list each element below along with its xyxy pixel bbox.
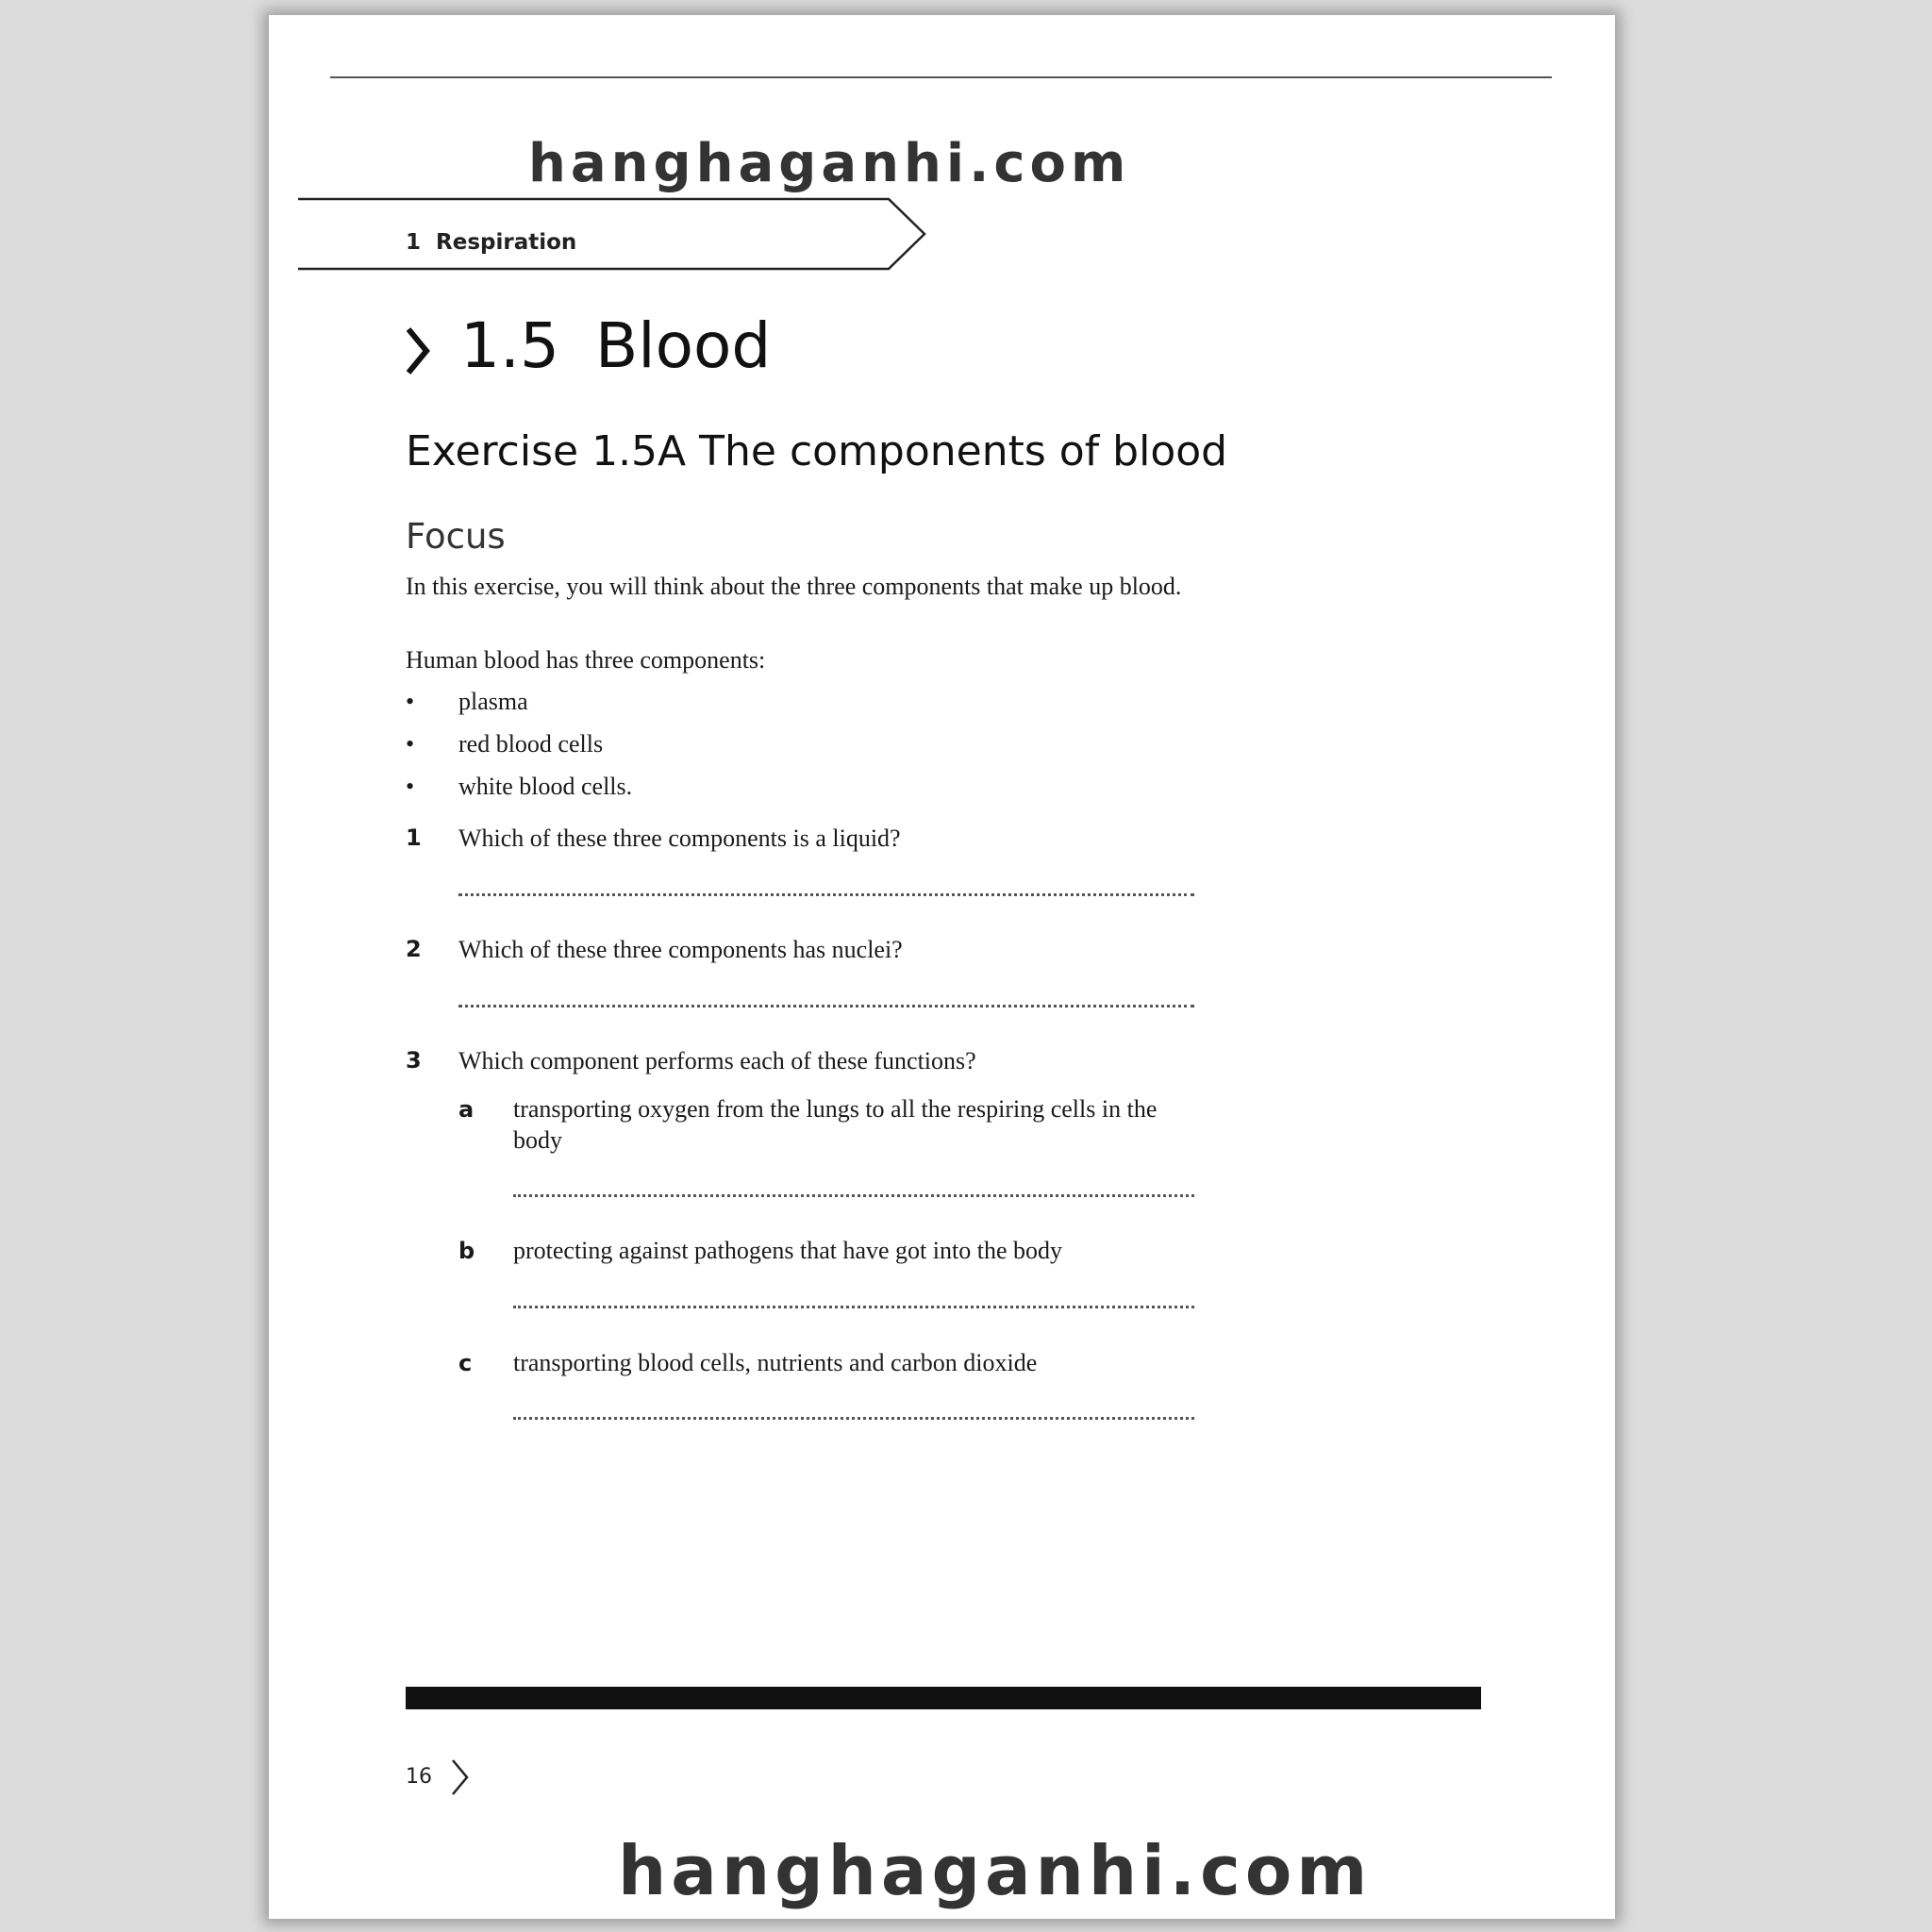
question-text: Which component performs each of these functions?: [458, 1047, 976, 1074]
section-name: Blood: [594, 309, 772, 382]
question-number: 1: [406, 824, 422, 851]
chevron-right-icon: [449, 1758, 472, 1796]
bullet-item: white blood cells.: [458, 773, 633, 800]
focus-heading: Focus: [406, 516, 506, 557]
workbook-page: [269, 15, 1615, 1919]
answer-line-q1[interactable]: [458, 893, 1194, 896]
footer-bar: [406, 1687, 1481, 1709]
part-label: b: [458, 1238, 475, 1264]
chapter-tab-outline: [298, 197, 940, 273]
answer-line-q3a[interactable]: [513, 1194, 1194, 1197]
bullet-item: red blood cells: [458, 730, 604, 758]
exercise-title: Exercise 1.5A The components of blood: [406, 427, 1228, 475]
part-text: protecting against pathogens that have got into the body: [513, 1237, 1062, 1264]
answer-line-q3b[interactable]: [513, 1306, 1194, 1308]
part-text: transporting blood cells, nutrients and carbon dioxide: [513, 1349, 1038, 1376]
page-number: 16: [406, 1765, 432, 1789]
section-title: [460, 309, 771, 382]
part-label: a: [458, 1096, 475, 1123]
bullet-marker: •: [406, 688, 415, 715]
top-rule: [330, 76, 1552, 78]
chapter-title: Respiration: [436, 230, 577, 255]
chapter-number: 1: [406, 230, 422, 255]
chapter-label: [406, 230, 576, 255]
question-number: 3: [406, 1047, 422, 1074]
part-label: c: [458, 1350, 473, 1376]
bullet-marker: •: [406, 773, 415, 800]
question-text: Which of these three components is a liquid?: [458, 824, 901, 852]
bullet-item: plasma: [458, 688, 528, 715]
answer-line-q2[interactable]: [458, 1005, 1194, 1008]
question-text: Which of these three components has nuclei?: [458, 936, 903, 963]
watermark-bottom: hanghaganhi.com: [618, 1831, 1373, 1910]
components-intro: Human blood has three components:: [406, 646, 766, 674]
question-number: 2: [406, 936, 422, 962]
focus-intro: In this exercise, you will think about the three components that make up blood.: [406, 573, 1182, 600]
watermark-top: hanghaganhi.com: [528, 133, 1131, 194]
section-number: 1.5: [460, 309, 559, 382]
bullet-marker: •: [406, 730, 415, 758]
part-text: transporting oxygen from the lungs to all the respiring cells in the body: [513, 1095, 1158, 1154]
answer-line-q3c[interactable]: [513, 1417, 1194, 1420]
section-chevron-icon: [404, 326, 432, 375]
